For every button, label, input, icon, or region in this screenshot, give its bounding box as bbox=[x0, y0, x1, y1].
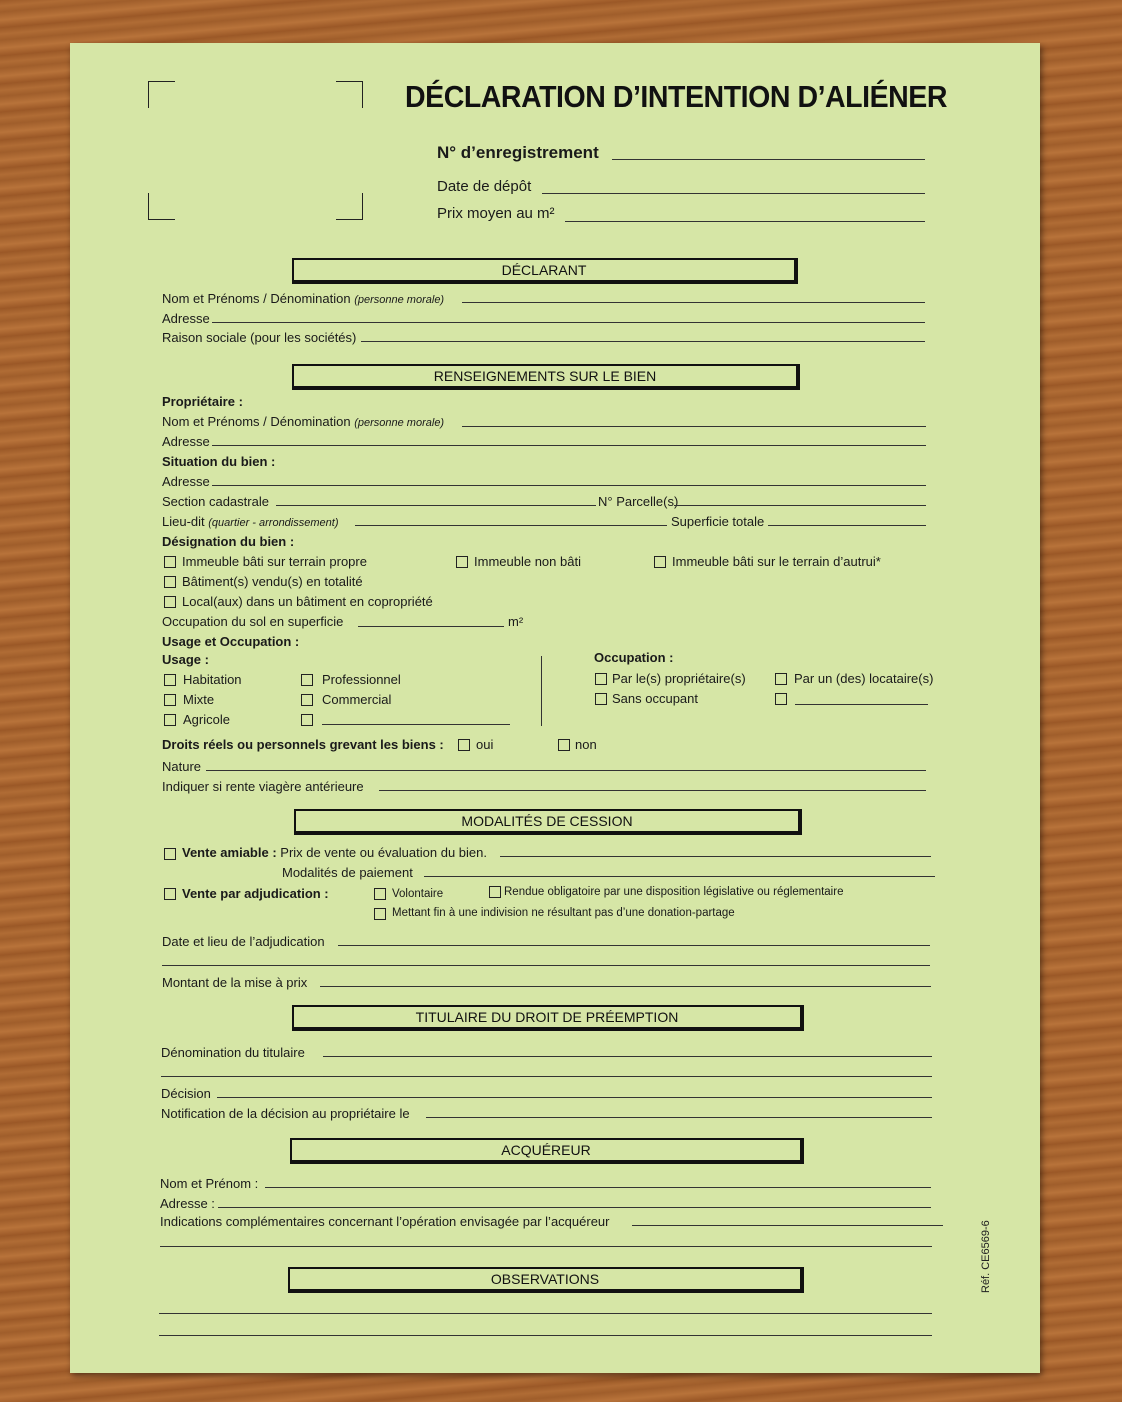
owner-name-note: (personne morale) bbox=[354, 417, 445, 429]
locality-note: (quartier - arrondissement) bbox=[208, 517, 339, 529]
built-own-label: Immeuble bâti sur terrain propre bbox=[182, 554, 367, 569]
avg-price-field[interactable] bbox=[565, 221, 925, 222]
buyer-info-field-2[interactable] bbox=[160, 1246, 932, 1247]
checkbox-voluntary[interactable] bbox=[374, 888, 386, 900]
auction-date-label: Date et lieu de l’adjudication bbox=[162, 934, 325, 949]
checkbox-agri[interactable] bbox=[164, 714, 176, 726]
checkbox-usage-other[interactable] bbox=[301, 714, 313, 726]
buyer-address-field[interactable] bbox=[218, 1207, 931, 1208]
designation-heading: Désignation du bien : bbox=[162, 534, 295, 549]
parcel-label: N° Parcelle(s) bbox=[598, 494, 679, 509]
occ-tenant-label: Par un (des) locataire(s) bbox=[794, 671, 934, 686]
indivision-label: Mettant fin à une indivision ne résultant pas d’une donation-partage bbox=[392, 907, 735, 919]
owner-name-label bbox=[162, 414, 444, 431]
section-preemption: TITULAIRE DU DROIT DE PRÉEMPTION bbox=[292, 1005, 804, 1031]
usage-other-field[interactable] bbox=[322, 724, 510, 725]
holder-name-field[interactable] bbox=[323, 1056, 932, 1057]
declarant-name-label bbox=[162, 291, 444, 308]
stamp-corner-bl bbox=[148, 193, 175, 220]
checkbox-premises[interactable] bbox=[164, 596, 176, 608]
checkbox-mandatory[interactable] bbox=[489, 886, 501, 898]
auction-date-field-2[interactable] bbox=[162, 965, 930, 966]
rights-no-label: non bbox=[575, 737, 597, 752]
section-buyer: ACQUÉREUR bbox=[290, 1138, 804, 1164]
observations-field-1[interactable] bbox=[159, 1313, 932, 1314]
owner-address-label: Adresse bbox=[162, 434, 210, 449]
declarant-company-field[interactable] bbox=[361, 341, 925, 342]
page-title: DÉCLARATION D’INTENTION D’ALIÉNER bbox=[405, 79, 948, 114]
auction-date-field[interactable] bbox=[338, 945, 930, 946]
section-observations: OBSERVATIONS bbox=[288, 1267, 804, 1293]
checkbox-occ-owner[interactable] bbox=[595, 673, 607, 685]
divider bbox=[541, 656, 542, 726]
usage-occupation-heading: Usage et Occupation : bbox=[162, 634, 300, 649]
locality-field[interactable] bbox=[355, 525, 667, 526]
occ-owner-label: Par le(s) propriétaire(s) bbox=[612, 671, 746, 686]
total-area-field[interactable] bbox=[768, 525, 926, 526]
occupation-heading: Occupation : bbox=[594, 650, 674, 665]
situation-address-label: Adresse bbox=[162, 474, 210, 489]
section-property: RENSEIGNEMENTS SUR LE BIEN bbox=[292, 364, 800, 390]
declarant-name-text: Nom et Prénoms / Dénomination bbox=[162, 291, 351, 306]
reference-code: Réf. CE6569-6 bbox=[980, 1220, 992, 1293]
checkbox-comm[interactable] bbox=[301, 694, 313, 706]
housing-label: Habitation bbox=[183, 672, 242, 687]
observations-field-2[interactable] bbox=[159, 1335, 932, 1336]
annuity-label: Indiquer si rente viagère antérieure bbox=[162, 779, 364, 794]
amicable-desc: Prix de vente ou évaluation du bien. bbox=[280, 845, 487, 860]
holder-name-field-2[interactable] bbox=[161, 1076, 932, 1077]
owner-name-field[interactable] bbox=[462, 426, 926, 427]
checkbox-occ-tenant[interactable] bbox=[775, 673, 787, 685]
buyer-address-label: Adresse : bbox=[160, 1196, 215, 1211]
declarant-name-note: (personne morale) bbox=[354, 294, 445, 306]
buyer-info-field[interactable] bbox=[632, 1225, 943, 1226]
avg-price-label: Prix moyen au m² bbox=[437, 205, 555, 222]
nature-field[interactable] bbox=[206, 770, 926, 771]
decision-label: Décision bbox=[161, 1086, 211, 1101]
parcel-field[interactable] bbox=[674, 505, 926, 506]
form-sheet bbox=[70, 43, 1040, 1373]
buyer-info-label: Indications complémentaires concernant l’opération envisagée par l’acquéreur bbox=[160, 1214, 610, 1229]
stamp-corner-tl bbox=[148, 81, 175, 108]
notification-label: Notification de la décision au propriétaire le bbox=[161, 1106, 410, 1121]
declarant-address-field[interactable] bbox=[212, 322, 925, 323]
cadastral-label: Section cadastrale bbox=[162, 494, 269, 509]
usage-heading: Usage : bbox=[162, 652, 209, 667]
rights-yes-label: oui bbox=[476, 737, 494, 752]
checkbox-housing[interactable] bbox=[164, 674, 176, 686]
nature-label: Nature bbox=[162, 759, 202, 774]
checkbox-prof[interactable] bbox=[301, 674, 313, 686]
mixed-label: Mixte bbox=[183, 692, 215, 707]
amicable-price-field[interactable] bbox=[500, 856, 931, 857]
situation-address-field[interactable] bbox=[212, 485, 926, 486]
auction-label: Vente par adjudication : bbox=[182, 886, 329, 901]
notification-field[interactable] bbox=[426, 1117, 932, 1118]
stamp-corner-br bbox=[336, 193, 363, 220]
checkbox-built-own[interactable] bbox=[164, 556, 176, 568]
premises-label: Local(aux) dans un bâtiment en copropriété bbox=[182, 594, 433, 609]
ground-occupation-field[interactable] bbox=[358, 626, 504, 627]
amicable-text: Vente amiable : bbox=[182, 845, 277, 860]
ground-occupation-label: Occupation du sol en superficie bbox=[162, 614, 344, 629]
m2-unit: m² bbox=[508, 614, 524, 629]
checkbox-rights-no[interactable] bbox=[558, 739, 570, 751]
registration-field[interactable] bbox=[612, 159, 925, 160]
reserve-price-label: Montant de la mise à prix bbox=[162, 975, 308, 990]
unbuilt-label: Immeuble non bâti bbox=[474, 554, 581, 569]
checkbox-occ-none[interactable] bbox=[595, 693, 607, 705]
prof-label: Professionnel bbox=[322, 672, 401, 687]
declarant-name-field[interactable] bbox=[462, 302, 925, 303]
deposit-date-label: Date de dépôt bbox=[437, 178, 532, 195]
checkbox-rights-yes[interactable] bbox=[458, 739, 470, 751]
reserve-price-field[interactable] bbox=[320, 986, 931, 987]
occ-none-label: Sans occupant bbox=[612, 691, 699, 706]
owner-heading: Propriétaire : bbox=[162, 394, 243, 409]
payment-terms-field[interactable] bbox=[424, 876, 935, 877]
checkbox-building-sold[interactable] bbox=[164, 576, 176, 588]
checkbox-amicable[interactable] bbox=[164, 848, 176, 860]
locality-label bbox=[162, 514, 338, 531]
rights-heading: Droits réels ou personnels grevant les biens : bbox=[162, 737, 444, 752]
checkbox-auction[interactable] bbox=[164, 888, 176, 900]
checkbox-built-other[interactable] bbox=[654, 556, 666, 568]
decision-field[interactable] bbox=[217, 1097, 932, 1098]
mandatory-label: Rendue obligatoire par une disposition législative ou réglementaire bbox=[504, 886, 844, 898]
deposit-date-field[interactable] bbox=[542, 193, 925, 194]
owner-address-field[interactable] bbox=[212, 445, 926, 446]
checkbox-unbuilt[interactable] bbox=[456, 556, 468, 568]
built-other-label: Immeuble bâti sur le terrain d’autrui* bbox=[672, 554, 881, 569]
checkbox-mixed[interactable] bbox=[164, 694, 176, 706]
occ-other-field[interactable] bbox=[795, 704, 928, 705]
cadastral-field[interactable] bbox=[276, 505, 596, 506]
amicable-label bbox=[182, 845, 487, 861]
declarant-address-label: Adresse bbox=[162, 311, 210, 326]
buyer-name-label: Nom et Prénom : bbox=[160, 1176, 259, 1191]
payment-terms-label: Modalités de paiement bbox=[282, 865, 413, 880]
section-transfer: MODALITÉS DE CESSION bbox=[294, 809, 802, 835]
building-sold-label: Bâtiment(s) vendu(s) en totalité bbox=[182, 574, 363, 589]
voluntary-label: Volontaire bbox=[392, 888, 444, 900]
comm-label: Commercial bbox=[322, 692, 392, 707]
buyer-name-field[interactable] bbox=[265, 1187, 931, 1188]
annuity-field[interactable] bbox=[379, 790, 926, 791]
holder-name-label: Dénomination du titulaire bbox=[161, 1045, 305, 1060]
agri-label: Agricole bbox=[183, 712, 230, 727]
stamp-corner-tr bbox=[336, 81, 363, 108]
total-area-label: Superficie totale bbox=[671, 514, 765, 529]
section-declarant: DÉCLARANT bbox=[292, 258, 798, 284]
registration-label: N° d’enregistrement bbox=[437, 143, 599, 162]
checkbox-occ-other[interactable] bbox=[775, 693, 787, 705]
checkbox-indivision[interactable] bbox=[374, 908, 386, 920]
situation-heading: Situation du bien : bbox=[162, 454, 276, 469]
owner-name-text: Nom et Prénoms / Dénomination bbox=[162, 414, 351, 429]
declarant-company-label: Raison sociale (pour les sociétés) bbox=[162, 330, 357, 345]
locality-text: Lieu-dit bbox=[162, 514, 205, 529]
